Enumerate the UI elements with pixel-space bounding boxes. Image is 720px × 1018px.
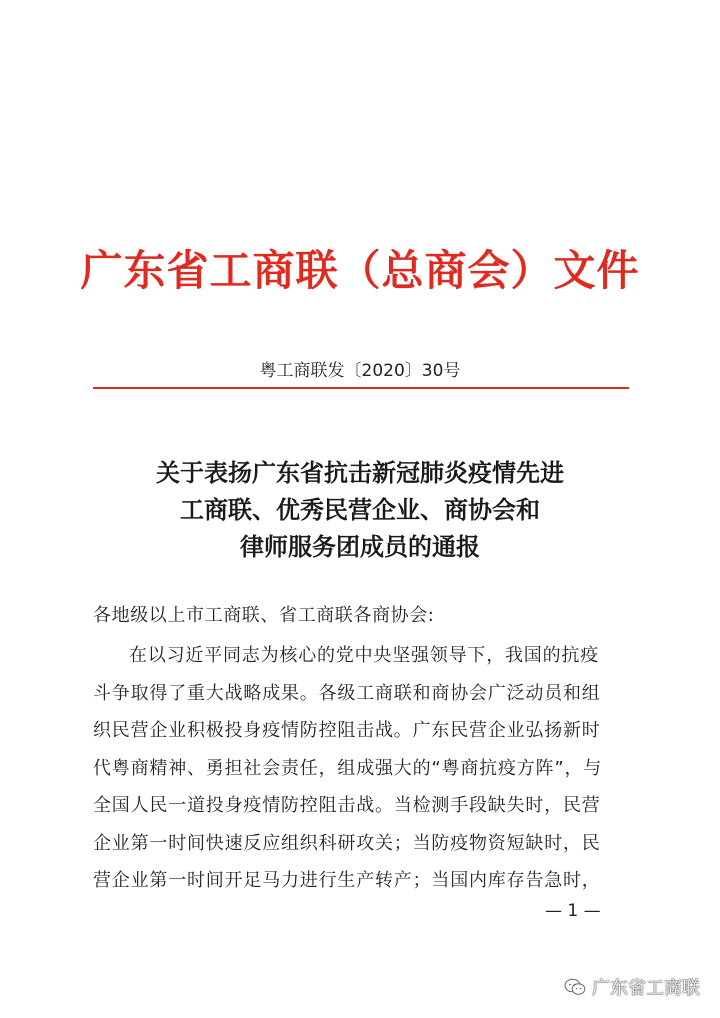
body-line: 斗争取得了重大战略成果。各级工商联和商协会广泛动员和组 <box>93 682 601 704</box>
body-line: 全国人民一道投身疫情防控阻击战。当检测手段缺失时，民营 <box>93 795 601 816</box>
salutation: 各地级以上市工商联、省工商联各商协会: <box>93 605 435 626</box>
body-line: 在以习近平同志为核心的党中央坚强领导下，我国的抗疫 <box>129 645 599 666</box>
red-divider <box>93 387 629 389</box>
document-title <box>0 454 720 565</box>
page-number: — 1 — <box>545 901 601 921</box>
wechat-icon <box>564 978 586 996</box>
body-line: 企业第一时间快速反应组织科研攻关；当防疫物资短缺时，民 <box>93 832 601 854</box>
title-line: 关于表扬广东省抗击新冠肺炎疫情先进 <box>156 458 564 487</box>
watermark <box>564 974 700 1000</box>
title-line: 律师服务团成员的通报 <box>240 532 480 561</box>
document-header-title: 广东省工商联（总商会）文件 <box>80 246 640 295</box>
document-number: 粤工商联发〔2020〕30号 <box>259 361 461 381</box>
body-line: 代粤商精神、勇担社会责任，组成强大的“粤商抗疫方阵”，与 <box>93 757 603 779</box>
body-line: 营企业第一时间开足马力进行生产转产；当国内库存告急时， <box>93 870 601 891</box>
body-text <box>93 637 633 900</box>
title-line: 工商联、优秀民营企业、商协会和 <box>180 495 540 524</box>
body-line: 织民营企业积极投身疫情防控阻击战。广东民营企业弘扬新时 <box>93 720 601 741</box>
watermark-text: 广东省工商联 <box>592 978 700 999</box>
